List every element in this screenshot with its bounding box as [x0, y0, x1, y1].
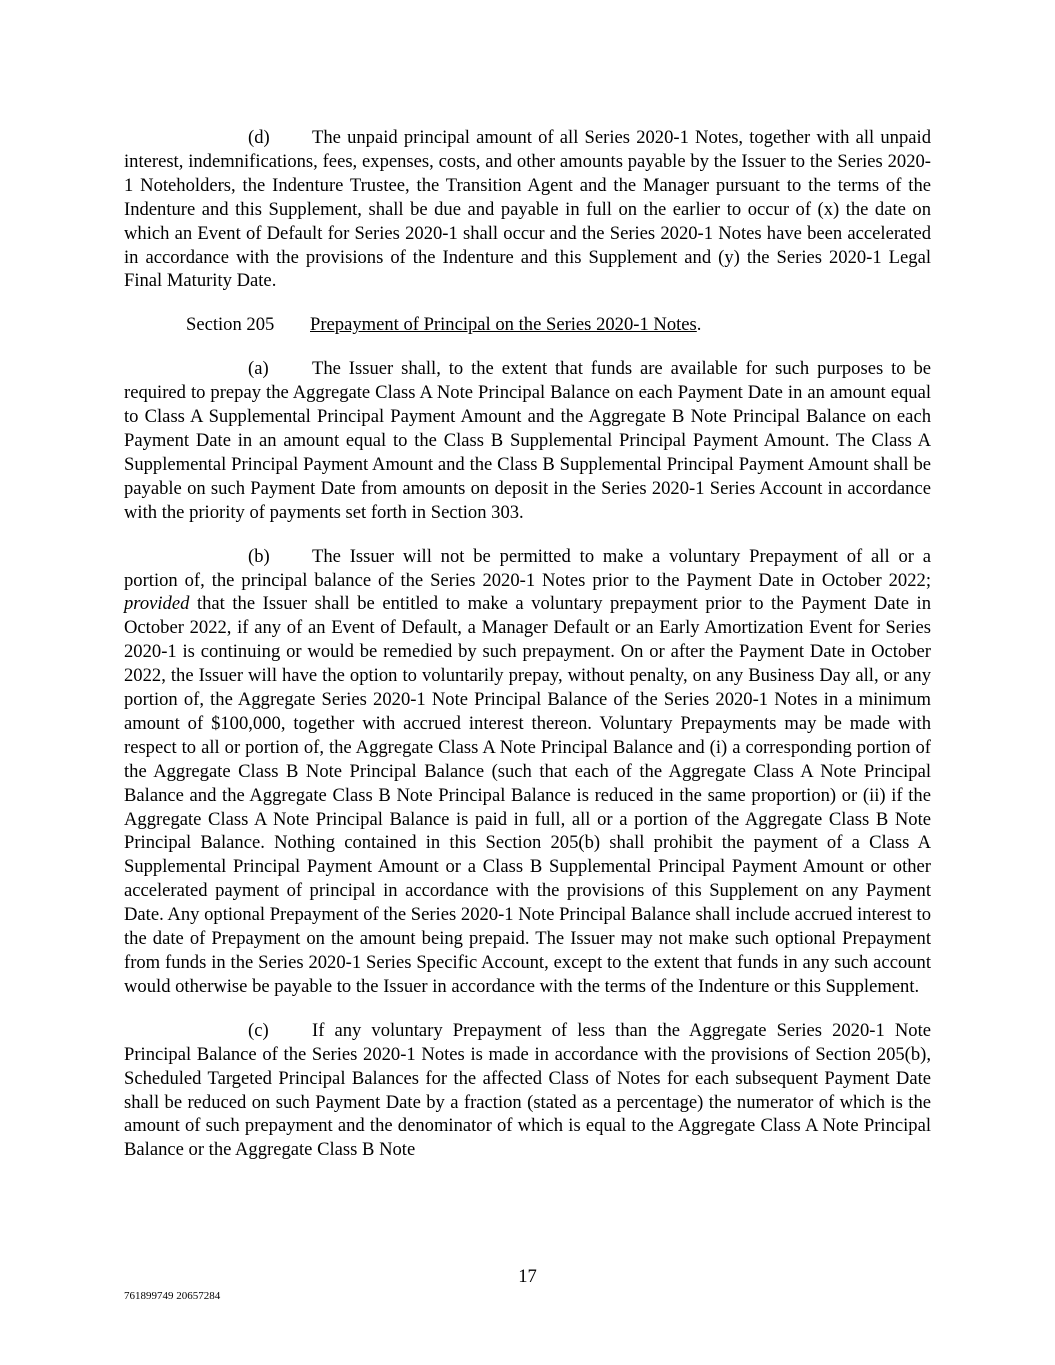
section-title-suffix: . [696, 314, 702, 336]
paragraph-d [124, 126, 931, 293]
document-id: 761899749 20657284 [124, 1290, 221, 1302]
page-number: 17 [518, 1266, 537, 1287]
section-heading [186, 313, 931, 337]
section-number: Section 205 [186, 314, 275, 336]
paragraph-c-label: (c) [248, 1019, 269, 1041]
paragraph-d-label: (d) [248, 127, 270, 148]
paragraph-a-text: The Issuer shall, to the extent that funds are available for such purposes to be required to prepay the Aggregate Class A Note Principal Balance on each Payment Date in an amount equal to Class A Supplemental Principal Payment Amount and the Aggregate B Note Principal Balance on each Payment Date in an amount equal to the Class B Supplemental Principal Payment Amount. The Class A Supplemental Principal Payment Amount and the Class B Supplemental Principal Payment Amount shall be payable on such Payment Date from amounts on deposit in the Series 2020-1 Series Account in accordance with the priority of payments set forth in Section 303. [124, 358, 931, 523]
paragraph-b-text-start: The Issuer will not be permitted to make a voluntary Prepayment of all or a portion of, the principal balance of the Series 2020-1 Notes prior to the Payment Date in October 2022; [124, 545, 931, 591]
section-title: Prepayment of Principal on the Series 2020-1 Notes [310, 314, 697, 336]
paragraph-d-text: The unpaid principal amount of all Series 2020-1 Notes, together with all unpaid interest, indemnifications, fees, expenses, costs, and other amounts payable by the Issuer to the Series 2020-1 Noteholders, the Indenture Trustee, the Transition Agent and the Manager pursuant to the terms of the Indenture and this Supplement, shall be due and payable in full on the earlier to occur of (x) the date on which an Event of Default for Series 2020-1 shall occur and the Series 2020-1 Notes have been accelerated in accordance with the provisions of the Indenture and this Supplement and (y) the Series 2020-1 Legal Final Maturity Date. [124, 127, 931, 292]
document-body [124, 126, 931, 1182]
paragraph-b-italic: provided [124, 593, 190, 615]
paragraph-b-label: (b) [248, 545, 270, 567]
paragraph-a [124, 357, 931, 524]
paragraph-c [124, 1019, 931, 1162]
paragraph-a-label: (a) [248, 358, 269, 380]
paragraph-b [124, 545, 931, 999]
paragraph-c-text: If any voluntary Prepayment of less than the Aggregate Series 2020-1 Note Principal Balance of the Series 2020-1 Notes is made in accordance with the provisions of Section 205(b), Scheduled Targeted Principal Balances for the affected Class of Notes for each subsequent Payment Date shall be reduced on such Payment Date by a fraction (stated as a percentage) the numerator of which is the amount of such prepayment and the denominator of which is equal to the Aggregate Class A Note Principal Balance or the Aggregate Class B Note [124, 1019, 931, 1161]
paragraph-b-text-end: that the Issuer shall be entitled to make a voluntary prepayment prior to the Payment Date in October 2022, if any of an Event of Default, a Manager Default or an Early Amortization Event for Series 2020-1 is continuing or would be remedied by such prepayment. On or after the Payment Date in October 2022, the Issuer will have the option to voluntarily prepay, without penalty, on any Business Day all, or any portion of, the Aggregate Series 2020-1 Note Principal Balance of the Series 2020-1 Notes in a minimum amount of $100,000, together with accrued interest thereon. Voluntary Prepayments may be made with respect to all or portion of, the Aggregate Class A Note Principal Balance and (i) a corresponding portion of the Aggregate Class B Note Principal Balance (such that each of the Aggregate Class A Note Principal Balance and the Aggregate Class B Note Principal Balance is reduced in the same proportion) or (ii) if the Aggregate Class A Note Principal Balance is paid in full, all or a portion of the Aggregate Class B Note Principal Balance. Nothing contained in this Section 205(b) shall prohibit the payment of a Class A Supplemental Principal Payment Amount or a Class B Supplemental Principal Payment Amount or other accelerated payment of principal in accordance with the provisions of this Supplement on any Payment Date. Any optional Prepayment of the Series 2020-1 Note Principal Balance shall include accrued interest to the date of Prepayment on the amount being prepaid. The Issuer may not make such optional Prepayment from funds in the Series 2020-1 Series Specific Account, except to the extent that funds in any such account would otherwise be payable to the Issuer in accordance with the terms of the Indenture or this Supplement. [124, 593, 931, 997]
